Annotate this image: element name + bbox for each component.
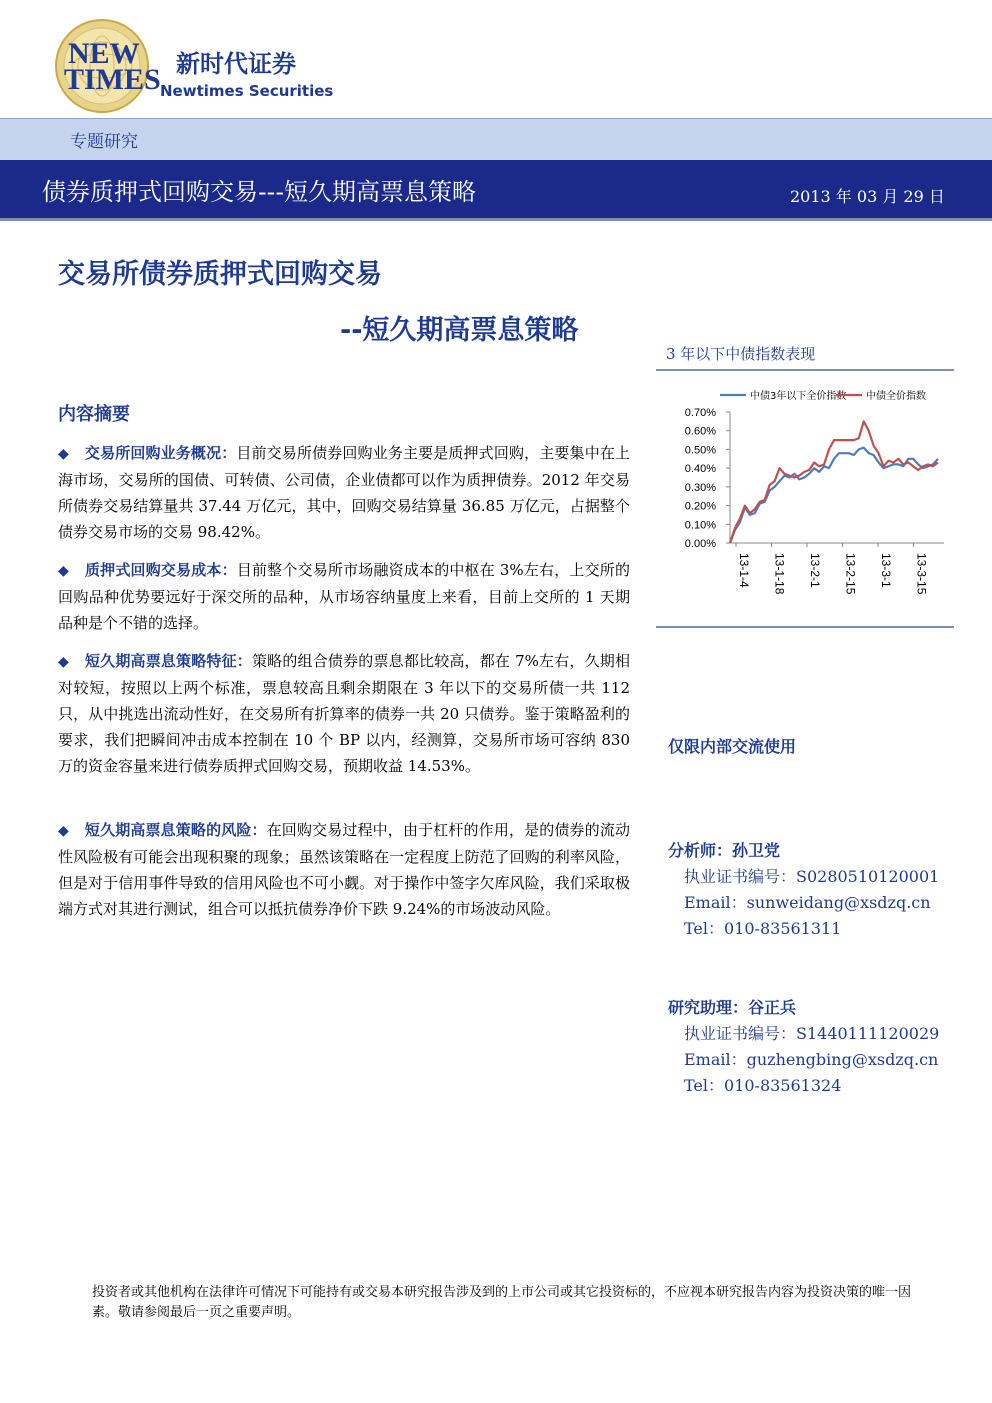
chart-top-rule [656, 369, 954, 371]
y-tick-label: 0.50% [684, 444, 716, 457]
summary-item-text: 策略的组合债券的票息都比较高，都在 7%左右，久期相对较短，按照以上两个标准，票息较高且剩余期限在 3 年以下的交易所债一共 112 只，从中挑选出流动性好，在交易所有折算率的债券一共 20 只债券。鉴于策略盈利的要求，我们把瞬间冲击成本控制在 10 个 BP 以内，经测算，交易所市场可容纳 830 万的资金容量来进行债券质押式回购交易，预期收益 14.53%。 [58, 652, 630, 775]
y-tick-label: 0.70% [684, 407, 716, 419]
report-main-title: 交易所债券质押式回购交易 [58, 259, 382, 290]
logo-text-times: TIMES [64, 63, 161, 96]
newtimes-logo [50, 16, 162, 116]
report-date: 2013 年 03 月 29 日 [790, 187, 945, 206]
y-tick-label: 0.10% [684, 519, 716, 532]
diamond-bullet-icon: ◆ [58, 446, 69, 462]
legend-label: 中债全价指数 [866, 391, 926, 402]
diamond-bullet-icon: ◆ [58, 654, 69, 670]
analyst-license: 执业证书编号：S0280510120001 [684, 867, 940, 886]
assistant-tel: Tel：010-83561324 [684, 1076, 842, 1095]
summary-item-lead: 交易所回购业务概况： [84, 444, 237, 462]
y-tick-label: 0.20% [684, 500, 716, 513]
y-tick-label: 0.00% [684, 538, 716, 550]
brand-name-en: Newtimes Securities [160, 82, 334, 100]
brand-name-cn: 新时代证券 [176, 50, 296, 78]
summary-heading: 内容摘要 [58, 404, 130, 425]
category-band [0, 118, 992, 161]
series-line [730, 421, 938, 543]
summary-item-lead: 短久期高票息策略特征： [84, 652, 252, 670]
header-title: 债券质押式回购交易---短久期高票息策略 [42, 178, 476, 206]
index-performance-chart [656, 375, 956, 620]
x-tick-label: 13-3-1 [879, 553, 893, 588]
internal-use-notice: 仅限内部交流使用 [668, 737, 797, 756]
disclaimer: 投资者或其他机构在法律许可情况下可能持有或交易本研究报告涉及到的上市公司或其它投资标的，不应视本研究报告内容为投资决策的唯一因素。敬请参阅最后一页之重要声明。 [92, 1285, 912, 1320]
summary-item-text: 在回购交易过程中，由于杠杆的作用，是的债券的流动性风险极有可能会出现积聚的现象；虽然该策略在一定程度上防范了回购的利率风险，但是对于信用事件导致的信用风险也不可小觑。对于操作中签字欠库风险，我们采取极端方式对其进行测试，组合可以抵抗债券净价下跌 9.24%的市场波动风险。 [58, 821, 630, 918]
x-tick-label: 13-3-15 [914, 553, 929, 595]
chart-bottom-rule [656, 626, 954, 628]
x-tick-label: 13-1-18 [772, 553, 787, 595]
x-tick-label: 13-2-15 [843, 553, 858, 595]
assistant-name: 研究助理：谷正兵 [668, 998, 797, 1017]
summary-item [58, 648, 630, 779]
summary-item [58, 817, 630, 922]
summary-item [58, 440, 630, 545]
summary-item-lead: 短久期高票息策略的风险： [84, 821, 267, 839]
x-tick-label: 13-2-1 [808, 553, 822, 588]
y-tick-label: 0.30% [684, 481, 716, 494]
chart-title: 3 年以下中债指数表现 [666, 345, 816, 363]
x-tick-label: 13-1-4 [737, 553, 751, 588]
summary-item [58, 557, 630, 636]
summary-item-lead: 质押式回购交易成本： [84, 561, 237, 579]
report-sub-title: --短久期高票息策略 [340, 315, 579, 346]
assistant-license: 执业证书编号：S1440111120029 [684, 1024, 940, 1043]
summary-item-text: 目前交易所债券回购业务主要是质押式回购，主要集中在上海市场，交易所的国债、可转债、公司债，企业债都可以作为质押债券。2012 年交易所债券交易结算量共 37.44 万亿元，其中，回购交易结算量 36.85 万亿元，占据整个债券交易市场的交易 98.42%。 [58, 444, 630, 541]
diamond-bullet-icon: ◆ [58, 563, 69, 579]
assistant-email[interactable]: Email：guzhengbing@xsdzq.cn [684, 1050, 939, 1069]
legend-label: 中债3年以下全价指数 [750, 391, 847, 402]
y-tick-label: 0.60% [684, 425, 716, 438]
summary-item-text: 目前整个交易所市场融资成本的中枢在 3%左右，上交所的回购品种优势要远好于深交所的品种，从市场容纳量度上来看，目前上交所的 1 天期品种是个不错的选择。 [58, 561, 630, 632]
report-category: 专题研究 [70, 132, 138, 152]
diamond-bullet-icon: ◆ [58, 823, 69, 839]
analyst-name: 分析师：孙卫党 [668, 841, 781, 860]
analyst-tel: Tel：010-83561311 [684, 919, 842, 938]
y-tick-label: 0.40% [684, 463, 716, 476]
analyst-email[interactable]: Email：sunweidang@xsdzq.cn [684, 893, 931, 912]
logo-text-new: NEW [68, 37, 140, 70]
